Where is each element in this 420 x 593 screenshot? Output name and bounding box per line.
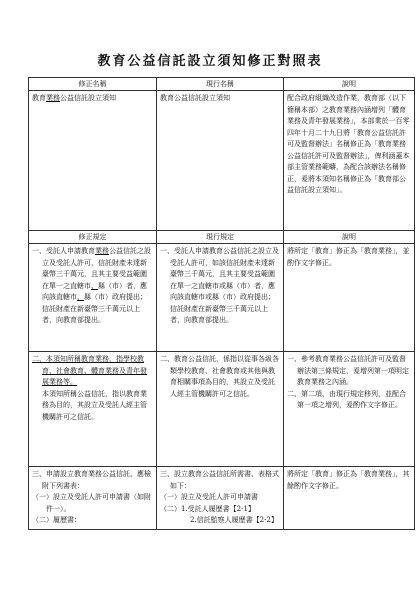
explanation-rule-1: 將所定「教育」修正為「教育業務」，並酌作文字修正。 <box>284 244 415 352</box>
current-rule-1: 一、受託人申請教育公益信託之設立及受託人許可，如該信託財產未達新臺幣三千萬元，且其主要受益範圍在單一之直轄市或縣（市）者，應向該直轄市或縣（市）政府提出；信託財產在新臺幣三千萬元以上者，向教育部提出。 <box>157 244 284 352</box>
header-current-rule: 現行規定 <box>157 231 284 244</box>
header-row-name <box>29 78 415 91</box>
header-row-rule <box>29 231 415 244</box>
revised-rule-1: 一、受託人申請教育業務公益信託之設立及受託人許可，信託財產未達新臺幣三千萬元，且其主要受益範圍在單一之直轄市、縣（市）者，應向該直轄市、縣（市）政府提出；信託財產在新臺幣三千萬元以上者，向教育部提出。 <box>29 244 157 352</box>
header-explanation: 說明 <box>284 78 415 91</box>
header-explanation-2: 說明 <box>284 231 415 244</box>
explanation-rule-3: 將所定「教育」修正為「教育業務」，其餘酌作文字修正。 <box>284 467 415 530</box>
table-row <box>29 467 415 530</box>
table-row <box>29 91 415 231</box>
current-rule-2: 二、教育公益信託，係指以從事各級各類學校教育、社會教育或其他與教育相關事項為目的，其設立及受託人經主管機關許可之信託。 <box>157 352 284 467</box>
header-current-name: 現行名稱 <box>157 78 284 91</box>
explanation-rule-2: 一、參考教育業務公益信託許可及監督辦法第三條規定，爰增列第一項明定教育業務之內涵。 二、第二項，由現行規定移列，並配合第一項之增列，爰酌作文字修正。 <box>284 352 415 467</box>
explanation-cell: 配合政府組織改造作業，教育部（以下簡稱本部）之教育業務內涵增列「體育業務及青年發展業務」，本部業於一百零四年十月二十九日將「教育公益信託許可及監督辦法」名稱修正為「教育業務公益信託許可及監督辦法」，俾利涵蓋本部主管業務範疇，為配合該辦法名稱修正，爰將本須知名稱修正為「教育部公益信託設立須知」。 <box>284 91 415 231</box>
revised-name-cell: 教育業務公益信託設立須知 <box>29 91 157 231</box>
table-row <box>29 244 415 352</box>
revised-rule-2: 二、本須知所稱教育業務，指學校教育、社會教育、體育業務及青年發展業務等。 本須知所稱公益信託，指以教育業務為目的，其設立及受託人經主管機關許可之信託。 <box>29 352 157 467</box>
current-name-cell: 教育公益信託設立須知 <box>157 91 284 231</box>
current-rule-3: 三、設立教育公益信託所需書、表格式如下： （一）設立及受託人許可申請書 （二）1.受託人履歷書【2-1】 2.信託監察人履歷書【2-2】 <box>157 467 284 530</box>
header-revised-rule: 修正規定 <box>29 231 157 244</box>
header-revised-name: 修正名稱 <box>29 78 157 91</box>
table-row <box>29 352 415 467</box>
revised-rule-3: 三、申請設立教育業務公益信託，應檢附下列書表： （一）設立及受託人許可申請書（如附件一）。 （二）履歷書： <box>29 467 157 530</box>
comparison-table <box>28 77 410 530</box>
page-title: 教育公益信託設立須知修正對照表 <box>97 54 323 69</box>
